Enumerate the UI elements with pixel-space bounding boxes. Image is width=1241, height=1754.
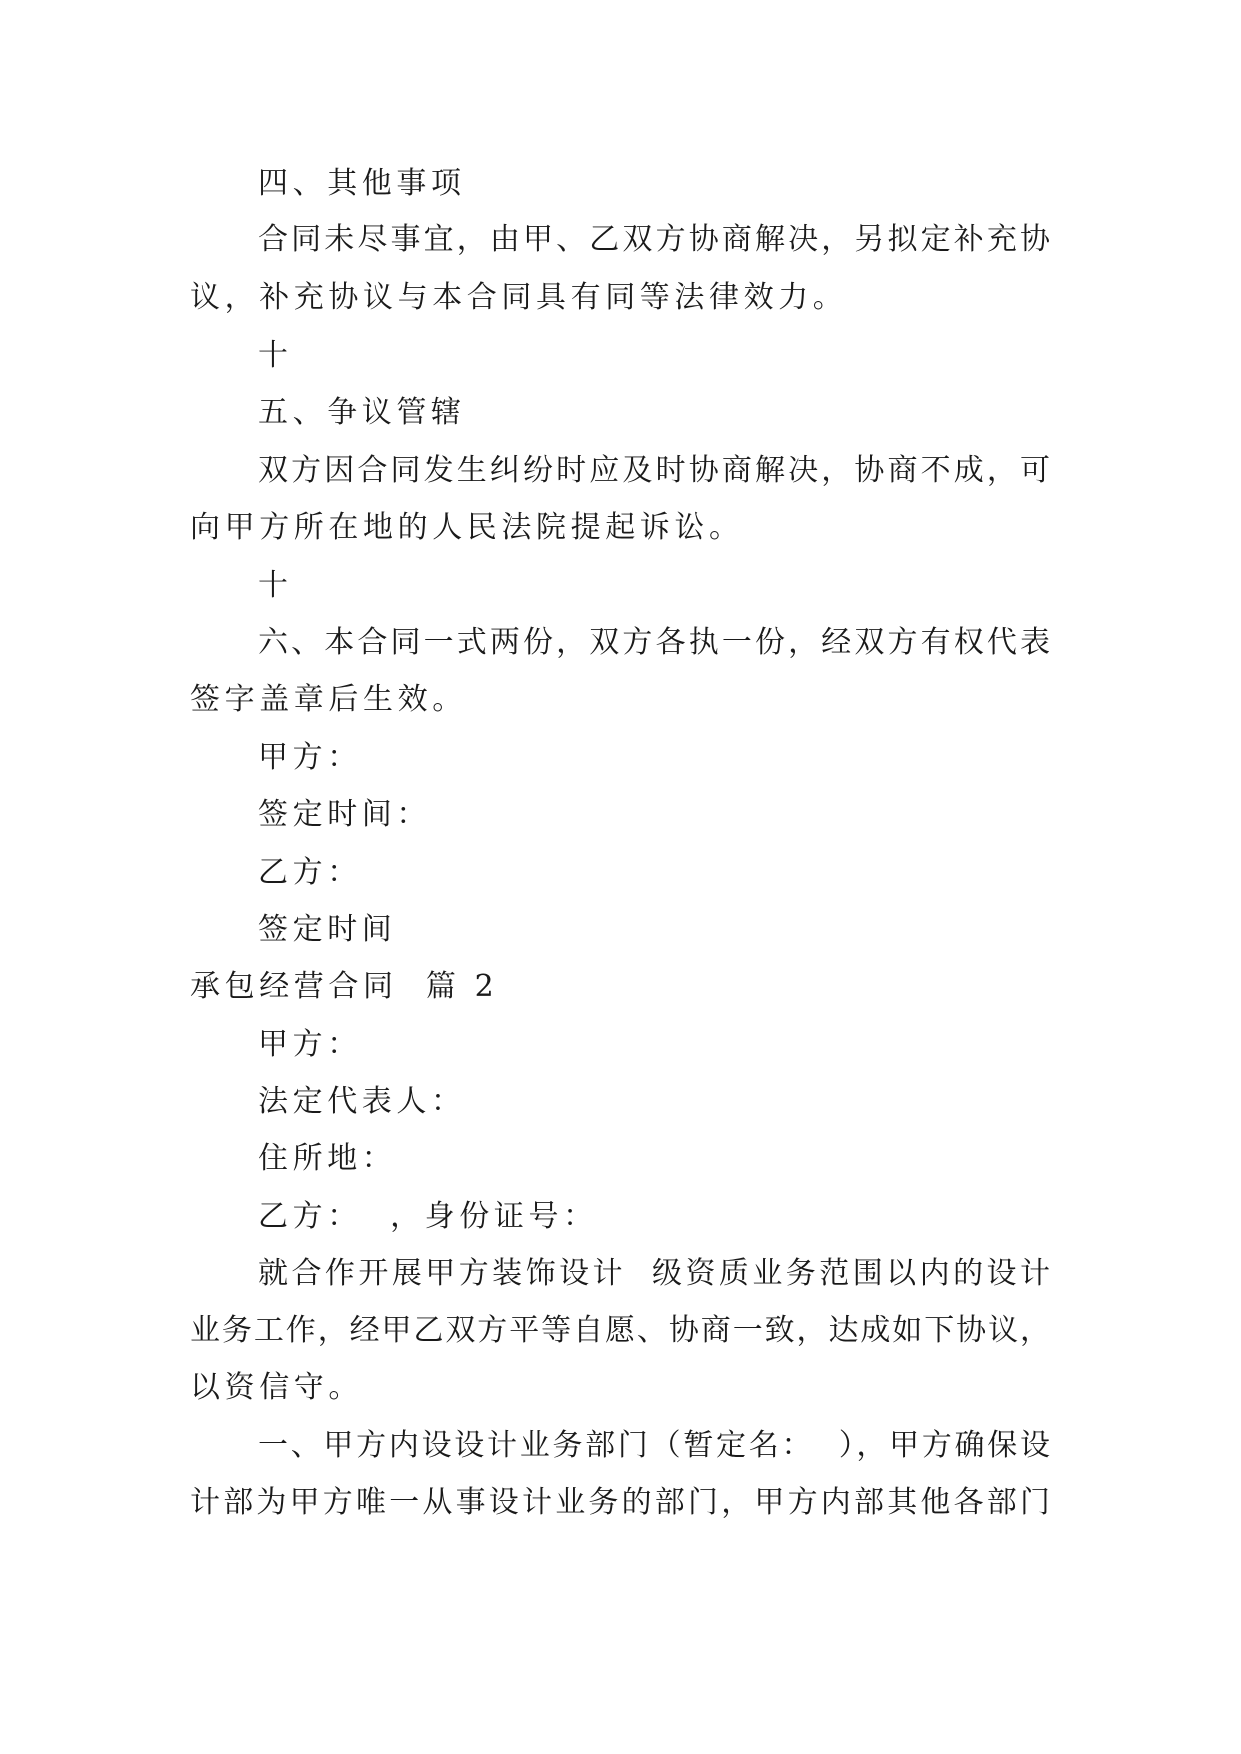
paragraph-line: 议，补充协议与本合同具有同等法律效力。 <box>190 280 848 315</box>
separator-mark: 十 <box>258 338 293 373</box>
section-heading-1: 一、甲方内设设计业务部门（暂定名： ），甲方确保设 <box>258 1428 1050 1463</box>
paragraph-line: 就合作开展甲方装饰设计 级资质业务范围以内的设计 <box>258 1256 1050 1291</box>
contract-title: 承包经营合同 篇 2 <box>190 969 499 1004</box>
paragraph-line: 合同未尽事宜，由甲、乙双方协商解决，另拟定补充协 <box>258 222 1050 257</box>
party-a-field: 甲方： <box>258 1027 362 1062</box>
signature-party-a: 甲方： <box>258 740 362 775</box>
signature-date: 签定时间： <box>258 797 431 832</box>
paragraph-line: 签字盖章后生效。 <box>190 682 467 717</box>
paragraph-line: 业务工作，经甲乙双方平等自愿、协商一致，达成如下协议， <box>190 1313 1050 1348</box>
section-heading-5: 五、争议管辖 <box>258 395 466 430</box>
section-heading-6: 六、本合同一式两份，双方各执一份，经双方有权代表 <box>258 625 1050 660</box>
paragraph-line: 向甲方所在地的人民法院提起诉讼。 <box>190 510 744 545</box>
paragraph-line: 以资信守。 <box>190 1370 363 1405</box>
party-b-field: 乙方： ，身份证号： <box>258 1199 598 1234</box>
signature-date: 签定时间 <box>258 912 397 947</box>
legal-representative-field: 法定代表人： <box>258 1084 466 1119</box>
section-heading-4: 四、其他事项 <box>258 166 466 201</box>
address-field: 住所地： <box>258 1141 397 1176</box>
paragraph-line: 双方因合同发生纠纷时应及时协商解决，协商不成，可 <box>258 453 1050 488</box>
separator-mark: 十 <box>258 568 293 603</box>
paragraph-line: 计部为甲方唯一从事设计业务的部门，甲方内部其他各部门 <box>190 1485 1050 1520</box>
signature-party-b: 乙方： <box>258 855 362 890</box>
